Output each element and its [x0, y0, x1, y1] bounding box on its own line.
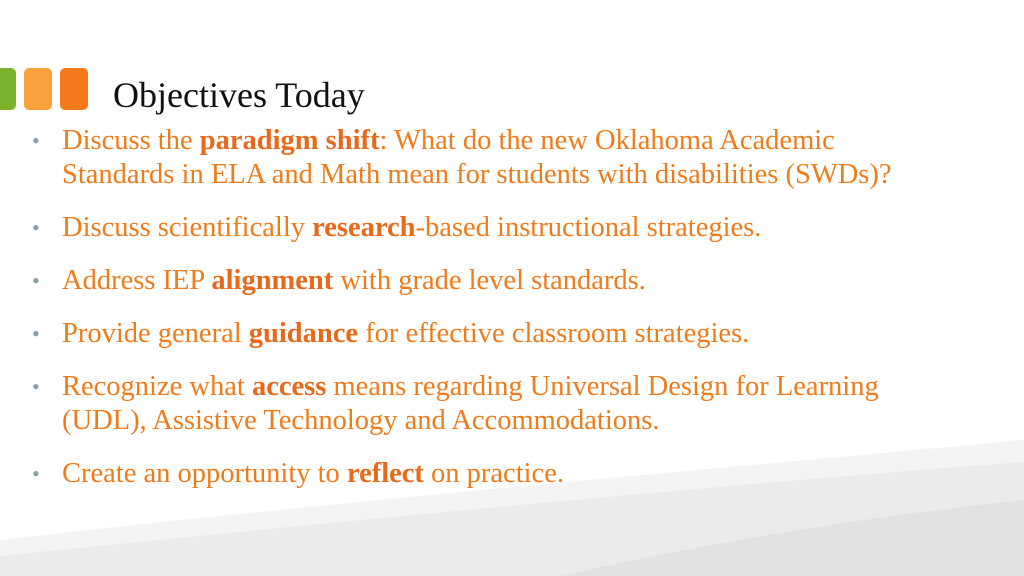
bullet-keyword: research [312, 212, 416, 243]
accent-block-green [0, 68, 16, 110]
bullet-keyword: guidance [248, 318, 359, 349]
bullet-item [30, 264, 930, 298]
bullet-text: -based instructional strategies. [415, 212, 762, 243]
bullet-text: on practice. [423, 458, 564, 489]
bullet-keyword: alignment [211, 265, 334, 296]
bullet-text: with grade level standards. [333, 265, 646, 296]
bullet-text: Create an opportunity to [62, 458, 347, 489]
bullet-item [30, 317, 930, 351]
bullet-item [30, 124, 930, 192]
bullet-text: : What do the new Oklahoma Academic Standards in ELA and Math mean for students with disabilities (SWDs)? [62, 125, 892, 190]
bullet-text: Discuss the [62, 125, 200, 156]
accent-block-yellow [24, 68, 52, 110]
bullet-marker: • [32, 215, 40, 240]
bullet-text: Recognize what [62, 371, 252, 402]
bullet-text: for effective classroom strategies. [358, 318, 750, 349]
bullet-item [30, 211, 930, 245]
bullet-marker: • [32, 268, 40, 293]
bullet-marker: • [32, 128, 40, 153]
bullet-text: means regarding Universal Design for Learning (UDL), Assistive Technology and Accommodations. [62, 371, 879, 436]
bullet-marker: • [32, 374, 40, 399]
bullet-keyword: access [251, 371, 327, 402]
bullet-text: Discuss scientifically [62, 212, 313, 243]
accent-block-orange [60, 68, 88, 110]
bullet-item [30, 457, 930, 491]
bullet-text: Provide general [62, 318, 249, 349]
bullet-keyword: reflect [346, 458, 424, 489]
bullet-text: Address IEP [62, 265, 212, 296]
bullet-marker: • [32, 321, 40, 346]
bullet-marker: • [32, 461, 40, 486]
objectives-list [30, 124, 930, 510]
bullet-keyword: paradigm shift [199, 125, 380, 156]
slide-title: Objectives Today [113, 75, 365, 115]
bullet-item [30, 370, 930, 438]
